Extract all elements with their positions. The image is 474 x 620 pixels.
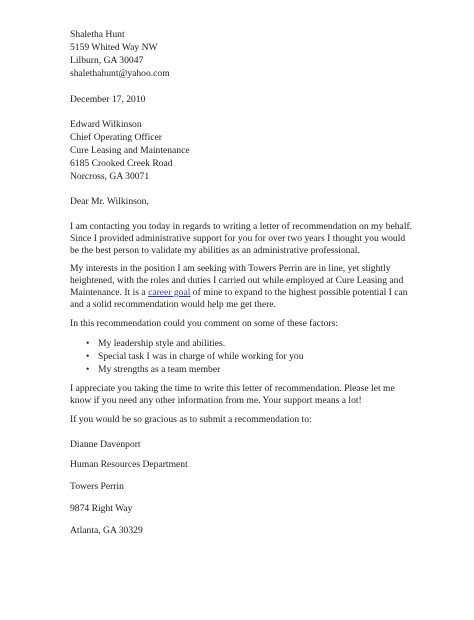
- paragraph2-line: My interests in the position I am seeking with Towers Perrin are in line, yet slightly: [70, 263, 391, 274]
- recipient-street: 6185 Crooked Creek Road: [70, 158, 173, 169]
- career-goal-link[interactable]: career goal: [148, 287, 191, 298]
- submit-to-city: Atlanta, GA 30329: [70, 525, 143, 536]
- submit-to-department: Human Resources Department: [70, 459, 188, 470]
- recipient-city: Norcross, GA 30071: [70, 171, 150, 182]
- submit-to-name: Dianne Davenport: [70, 439, 141, 450]
- list-item: [86, 351, 304, 362]
- paragraph1-line: Since I provided administrative support for you for over two years I thought you would: [70, 233, 406, 244]
- sender-city: Lilburn, GA 30047: [70, 55, 144, 66]
- bullet-icon: •: [86, 351, 90, 362]
- salutation: Dear Mr. Wilkinson,: [70, 196, 149, 207]
- list-item-text: My leadership style and abilities.: [98, 338, 226, 349]
- paragraph2-line: heightened, with the roles and duties I carried out while employed at Cure Leasing and: [70, 275, 404, 286]
- bullet-icon: •: [86, 364, 90, 375]
- paragraph5: If you would be so gracious as to submit a recommendation to:: [70, 414, 312, 425]
- paragraph2-text: Maintenance. It is a: [70, 287, 149, 298]
- bullet-icon: •: [86, 338, 90, 349]
- sender-name: Shaletha Hunt: [70, 29, 125, 40]
- sender-email: shalethahunt@yahoo.com: [70, 68, 170, 79]
- list-item: [86, 338, 225, 349]
- sender-street: 5159 Whited Way NW: [70, 42, 158, 53]
- paragraph2-line: and a solid recommendation would help me get there.: [70, 299, 276, 310]
- list-item: [86, 364, 220, 375]
- paragraph4-line: know if you need any other information from me. Your support means a lot!: [70, 395, 362, 406]
- paragraph1-line: be the best person to validate my abilities as an administrative professional.: [70, 245, 360, 256]
- list-item-text: My strengths as a team member: [98, 364, 221, 375]
- paragraph3: In this recommendation could you comment on some of these factors:: [70, 318, 339, 329]
- list-item-text: Special task I was in charge of while working for you: [98, 351, 304, 362]
- letter-date: December 17, 2010: [70, 94, 146, 105]
- recipient-company: Cure Leasing and Maintenance: [70, 145, 190, 156]
- paragraph4-line: I appreciate you taking the time to write this letter of recommendation. Please let me: [70, 383, 395, 394]
- submit-to-company: Towers Perrin: [70, 481, 124, 492]
- paragraph2-text: of mine to expand to the highest possible potential I can: [190, 287, 408, 298]
- recipient-name: Edward Wilkinson: [70, 119, 142, 130]
- recipient-title: Chief Operating Officer: [70, 132, 162, 143]
- paragraph1-line: I am contacting you today in regards to writing a letter of recommendation on my behalf.: [70, 221, 413, 232]
- submit-to-street: 9874 Right Way: [70, 503, 133, 514]
- paragraph2-line: [70, 287, 408, 298]
